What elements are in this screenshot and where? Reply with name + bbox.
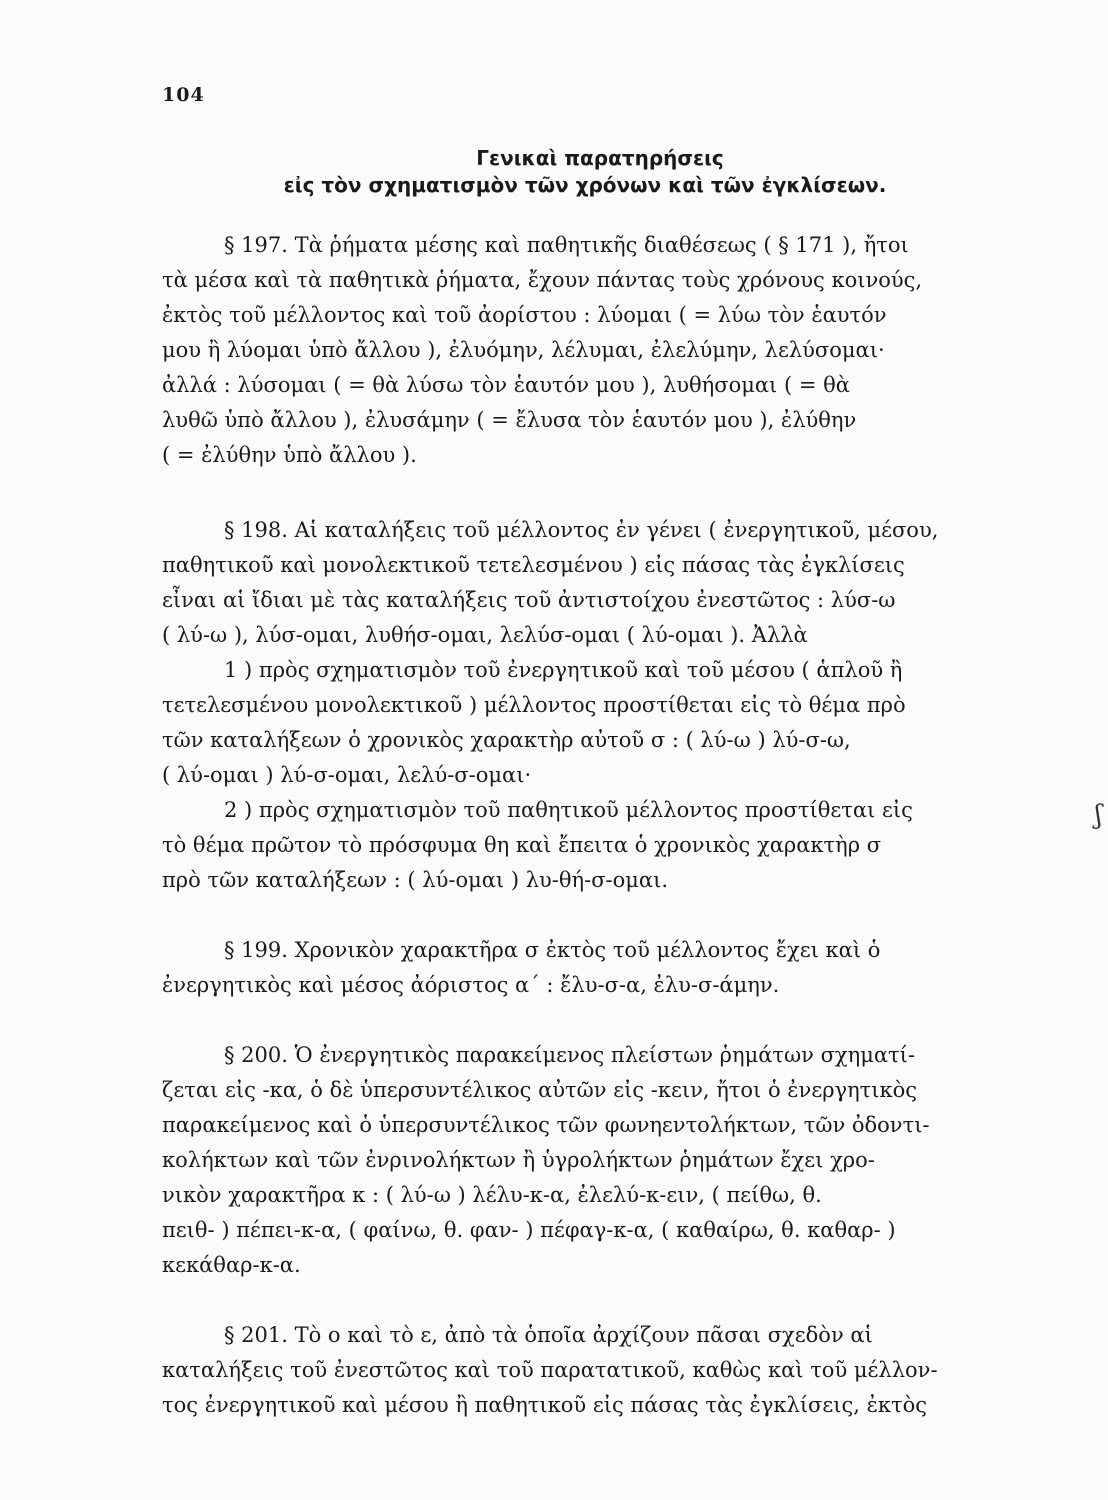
text-line: 2 ) πρὸς σχηματισμὸν τοῦ παθητικοῦ μέλλοντος προστίθεται εἰς xyxy=(224,798,913,822)
page-number: 104 xyxy=(162,84,205,106)
text-line: παρακείμενος καὶ ὁ ὑπερσυντέλικος τῶν φωνηεντολήκτων, τῶν ὀδοντι- xyxy=(162,1113,930,1137)
text-line: § 199. Χρονικὸν χαρακτῆρα σ ἐκτὸς τοῦ μέλλοντος ἔχει καὶ ὁ xyxy=(224,938,881,962)
text-line: ( = ἐλύθην ὑπὸ ἄλλου ). xyxy=(162,443,417,467)
paragraph-200 xyxy=(162,1038,1012,1283)
text-line: 1 ) πρὸς σχηματισμὸν τοῦ ἐνεργητικοῦ καὶ τοῦ μέσου ( ἁπλοῦ ἢ xyxy=(224,658,903,682)
section-heading-line-1: Γενικαὶ παρατηρήσεις xyxy=(476,146,724,170)
paragraph-198 xyxy=(162,513,1012,898)
text-line: καταλήξεις τοῦ ἐνεστῶτος καὶ τοῦ παρατατικοῦ, καθὼς καὶ τοῦ μέλλον- xyxy=(162,1358,938,1382)
paragraph-197 xyxy=(162,228,1012,473)
text-line: § 197. Τὰ ῥήματα μέσης καὶ παθητικῆς διαθέσεως ( § 171 ), ἤτοι xyxy=(224,233,909,257)
text-line: ἐκτὸς τοῦ μέλλοντος καὶ τοῦ ἀορίστου : λύομαι ( = λύω τὸν ἑαυτόν xyxy=(162,303,887,327)
paragraph-201 xyxy=(162,1318,1012,1423)
text-line: εἶναι αἱ ἴδιαι μὲ τὰς καταλήξεις τοῦ ἀντιστοίχου ἐνεστῶτος : λύσ-ω xyxy=(162,588,896,612)
text-line: ἀλλά : λύσομαι ( = θὰ λύσω τὸν ἑαυτόν μου ), λυθήσομαι ( = θὰ xyxy=(162,373,850,397)
paragraph-199 xyxy=(162,933,1012,1003)
text-line: τὰ μέσα καὶ τὰ παθητικὰ ῥήματα, ἔχουν πάντας τοὺς χρόνους κοινούς, xyxy=(162,268,923,292)
text-line: ζεται εἰς -κα, ὁ δὲ ὑπερσυντέλικος αὐτῶν εἰς -κειν, ἤτοι ὁ ἐνεργητικὸς xyxy=(162,1078,918,1102)
text-line: παθητικοῦ καὶ μονολεκτικοῦ τετελεσμένου ) εἰς πάσας τὰς ἐγκλίσεις xyxy=(162,553,905,577)
text-line: § 201. Τὸ ο καὶ τὸ ε, ἀπὸ τὰ ὁποῖα ἀρχίζουν πᾶσαι σχεδὸν αἱ xyxy=(224,1323,873,1347)
text-line: κεκάθαρ-κ-α. xyxy=(162,1253,301,1277)
text-line: ( λύ-ομαι ) λύ-σ-ομαι, λελύ-σ-ομαι· xyxy=(162,763,532,787)
text-line: νικὸν χαρακτῆρα κ : ( λύ-ω ) λέλυ-κ-α, ἐλελύ-κ-ειν, ( πείθω, θ. xyxy=(162,1183,822,1207)
text-line: τῶν καταλήξεων ὁ χρονικὸς χαρακτὴρ αὐτοῦ σ : ( λύ-ω ) λύ-σ-ω, xyxy=(162,728,851,752)
margin-mark: ʃ xyxy=(1094,800,1102,830)
text-line: ἐνεργητικὸς καὶ μέσος ἀόριστος α΄ : ἔλυ-σ-α, ἐλυ-σ-άμην. xyxy=(162,973,780,997)
text-line: κολήκτων καὶ τῶν ἐνρινολήκτων ἢ ὑγρολήκτων ῥημάτων ἔχει χρο- xyxy=(162,1148,875,1172)
text-line: τος ἐνεργητικοῦ καὶ μέσου ἢ παθητικοῦ εἰς πάσας τὰς ἐγκλίσεις, ἐκτὸς xyxy=(162,1393,928,1417)
text-line: § 200. Ὁ ἐνεργητικὸς παρακείμενος πλείστων ῥημάτων σχηματί- xyxy=(224,1043,916,1067)
text-line: ( λύ-ω ), λύσ-ομαι, λυθήσ-ομαι, λελύσ-ομαι ( λύ-ομαι ). Ἀλλὰ xyxy=(162,623,808,647)
document-body xyxy=(162,228,1012,1423)
text-line: τὸ θέμα πρῶτον τὸ πρόσφυμα θη καὶ ἔπειτα ὁ χρονικὸς χαρακτὴρ σ xyxy=(162,833,882,857)
text-line: § 198. Αἱ καταλήξεις τοῦ μέλλοντος ἐν γένει ( ἐνεργητικοῦ, μέσου, xyxy=(224,518,939,542)
text-line: τετελεσμένου μονολεκτικοῦ ) μέλλοντος προστίθεται εἰς τὸ θέμα πρὸ xyxy=(162,693,906,717)
text-line: λυθῶ ὑπὸ ἄλλου ), ἐλυσάμην ( = ἔλυσα τὸν ἑαυτόν μου ), ἐλύθην xyxy=(162,408,857,432)
text-line: πρὸ τῶν καταλήξεων : ( λύ-ομαι ) λυ-θή-σ-ομαι. xyxy=(162,868,668,892)
section-heading-line-2: εἰς τὸν σχηματισμὸν τῶν χρόνων καὶ τῶν ἐγκλίσεων. xyxy=(283,173,887,197)
text-line: πειθ- ) πέπει-κ-α, ( φαίνω, θ. φαν- ) πέφαγ-κ-α, ( καθαίρω, θ. καθαρ- ) xyxy=(162,1218,896,1242)
text-line: μου ἢ λύομαι ὑπὸ ἄλλου ), ἐλυόμην, λέλυμαι, ἐλελύμην, λελύσομαι· xyxy=(162,338,885,362)
